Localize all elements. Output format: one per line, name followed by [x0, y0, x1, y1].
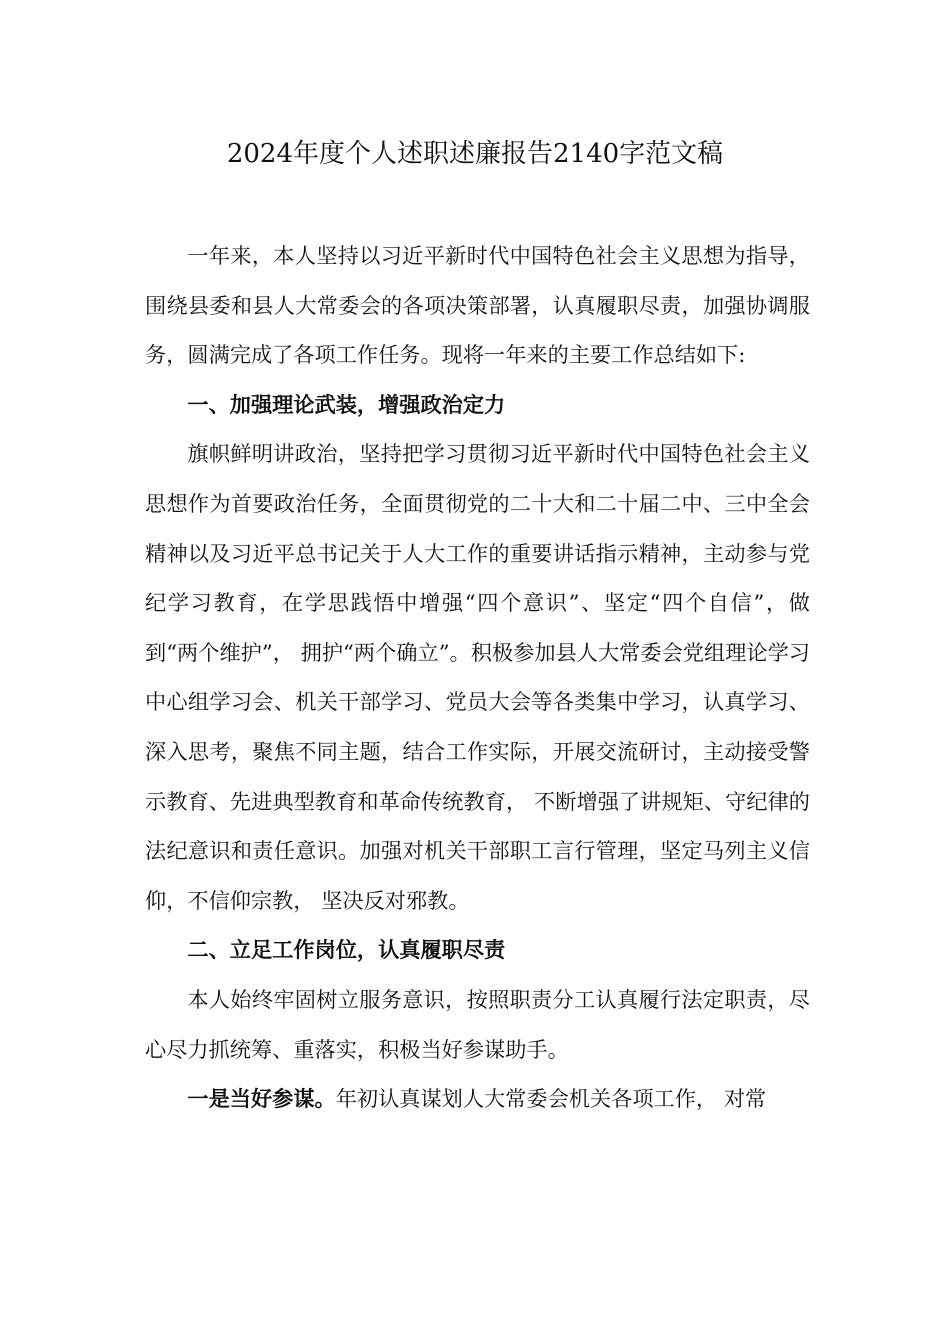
document-title: 2024年度个人述职述廉报告2140字范文稿	[226, 139, 724, 169]
point-1-paragraph	[145, 1074, 810, 1124]
point-1-text: 年初认真谋划人大常委会机关各项工作， 对常	[335, 1086, 767, 1112]
section-2-paragraph: 本人始终牢固树立服务意识，按照职责分工认真履行法定职责，尽心尽力抓统筹、重落实，积极当好参谋助手。	[145, 986, 810, 1062]
document-body	[145, 231, 810, 1124]
section-1-paragraph: 旗帜鲜明讲政治，坚持把学习贯彻习近平新时代中国特色社会主义思想作为首要政治任务，全面贯彻党的二十大和二十届二中、三中全会精神以及习近平总书记关于人大工作的重要讲话指示精神，主动参与党纪学习教育，在学思践悟中增强“四个意识”、坚定“四个自信”，做到“两个维护”， 拥护“两个确立”。积极参加县人大常委会党组理论学习中心组学习会、机关干部学习、党员大会等各类集中学习，认真学习、深入思考，聚焦不同主题，结合工作实际，开展交流研讨，主动接受警示教育、先进典型教育和革命传统教育， 不断增强了讲规矩、守纪律的法纪意识和责任意识。加强对机关干部职工言行管理，坚定马列主义信仰，不信仰宗教， 坚决反对邪教。	[145, 441, 810, 913]
point-1-lead: 一是当好参谋。	[187, 1086, 336, 1112]
intro-paragraph: 一年来，本人坚持以习近平新时代中国特色社会主义思想为指导，围绕县委和县人大常委会的各项决策部署，认真履职尽责，加强协调服务，圆满完成了各项工作任务。现将一年来的主要工作总结如下:	[145, 243, 810, 368]
section-2-heading: 二、立足工作岗位，认真履职尽责	[187, 937, 506, 963]
section-1-heading: 一、加强理论武装，增强政治定力	[187, 391, 506, 417]
